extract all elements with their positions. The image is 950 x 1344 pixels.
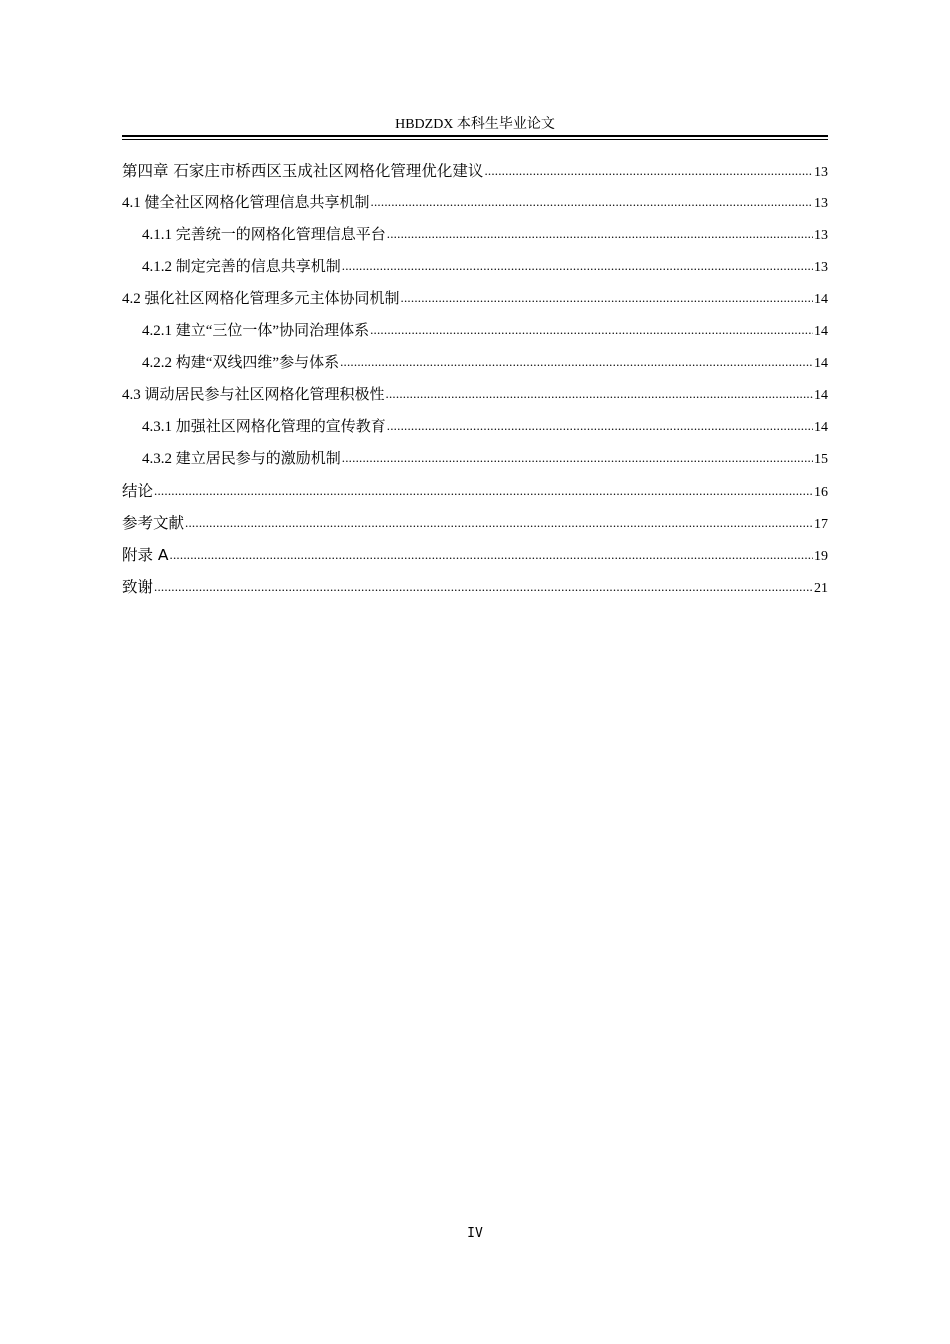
toc-leader-dots [340,346,813,378]
toc-entry[interactable] [122,187,828,219]
toc-entry-label: 4.2.1 建立“三位一体”协同治理体系 [142,323,370,339]
running-header: HBDZDX 本科生毕业论文 [395,117,555,132]
toc-leader-dots [370,314,813,346]
toc-entry-label: 4.3 调动居民参与社区网格化管理积极性 [122,387,385,403]
toc-entry[interactable] [122,411,828,443]
toc-leader-dots [387,410,813,442]
toc-entry-page: 14 [814,324,828,339]
toc-entry[interactable] [122,475,828,507]
toc-entry-label: 4.2.2 构建“双线四维”参与体系 [142,355,340,371]
toc-entry[interactable] [122,219,828,251]
toc-entry[interactable] [122,571,828,603]
toc-entry-page: 21 [814,581,828,596]
toc-entry[interactable] [122,347,828,379]
toc-entry-page: 15 [814,452,828,467]
toc-entry[interactable] [122,251,828,283]
toc-leader-dots [154,571,813,603]
toc-leader-dots [386,378,813,410]
toc-entry-page: 19 [814,549,828,564]
toc-leader-dots [170,539,813,571]
toc-leader-dots [154,475,813,507]
toc-entry-label: 结论 [122,482,154,500]
toc-entry-page: 14 [814,292,828,307]
toc-leader-dots [342,250,813,282]
toc-entry-label: 第四章 石家庄市桥西区玉成社区网格化管理优化建议 [122,162,484,180]
toc-entry-page: 13 [814,228,828,243]
toc-entry[interactable] [122,315,828,347]
toc-entry[interactable] [122,283,828,315]
toc-entry[interactable] [122,155,828,187]
toc-entry-page: 14 [814,388,828,403]
toc-entry-page: 17 [814,517,828,532]
toc-entry-page: 14 [814,356,828,371]
toc-entry-label: 4.3.2 建立居民参与的激励机制 [142,451,341,467]
toc-entry-label: 4.3.1 加强社区网格化管理的宣传教育 [142,419,386,435]
toc-leader-dots [185,507,813,539]
header-rule-thick [122,135,828,137]
toc-entry-page: 16 [814,485,828,500]
toc-entry-label: 参考文献 [122,514,185,532]
toc-entry[interactable] [122,443,828,475]
toc-leader-dots [342,442,813,474]
toc-entry-label: 4.2 强化社区网格化管理多元主体协同机制 [122,291,400,307]
toc-entry-label: 4.1 健全社区网格化管理信息共享机制 [122,195,370,211]
toc-entry-label: 致谢 [122,578,154,596]
toc-entry-page: 13 [814,196,828,211]
table-of-contents [122,155,828,603]
toc-entry[interactable] [122,539,828,571]
toc-leader-dots [484,155,813,187]
toc-entry-label: 4.1.1 完善统一的网格化管理信息平台 [142,227,386,243]
toc-entry[interactable] [122,379,828,411]
toc-entry-label: 附录 A [122,546,169,564]
header-rule-thin [122,139,828,140]
toc-leader-dots [387,218,813,250]
toc-entry-label: 4.1.2 制定完善的信息共享机制 [142,259,341,275]
toc-entry-page: 13 [814,260,828,275]
toc-entry-page: 14 [814,420,828,435]
toc-entry[interactable] [122,507,828,539]
toc-leader-dots [371,186,813,218]
toc-entry-page: 13 [814,165,828,180]
toc-leader-dots [401,282,813,314]
footer-page-number: IV [467,1226,483,1241]
